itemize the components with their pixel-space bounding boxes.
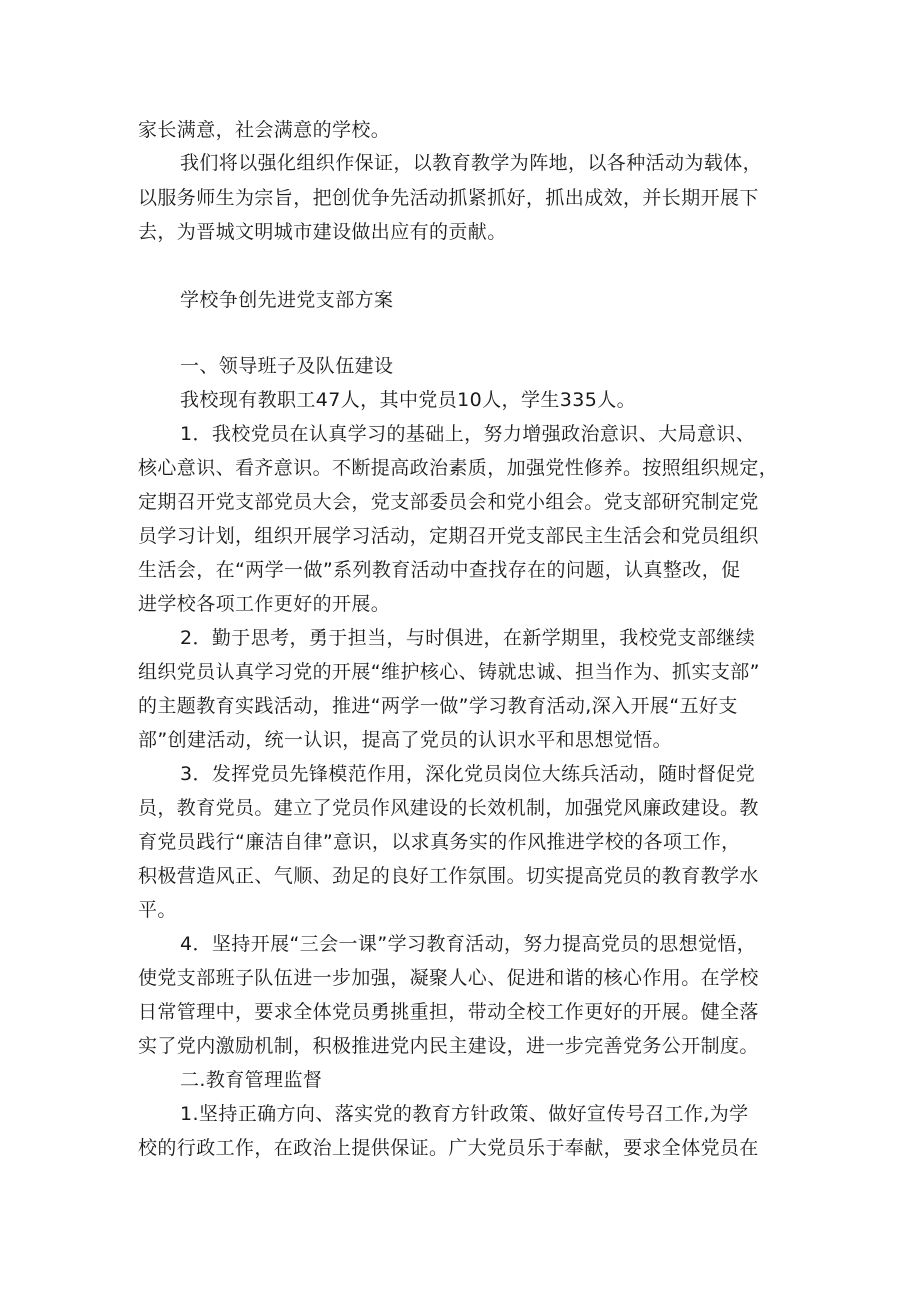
text-line: 员学习计划，组织开展学习活动，定期召开党支部民主生活会和党员组织 [138, 525, 759, 547]
text-line: 积极营造风正、气顺、劲足的良好工作氛围。切实提高党员的教育教学水 [138, 865, 759, 887]
text-line: 核心意识、看齐意识。不断提高政治素质，加强党性修养。按照组织规定， [138, 457, 779, 479]
text-line: 进学校各项工作更好的开展。 [138, 593, 391, 615]
text-line: 员，教育党员。建立了党员作风建设的长效机制，加强党风廉政建设。教 [138, 797, 759, 819]
text-line: 使党支部班子队伍进一步加强，凝聚人心、促进和谐的核心作用。在学校 [138, 967, 759, 989]
text-line: 以服务师生为宗旨，把创优争先活动抓紧抓好，抓出成效，并长期开展下 [138, 187, 759, 209]
paragraph-start: 4．坚持开展“三会一课”学习教育活动，努力提高党员的思想觉悟， [180, 933, 757, 955]
text-line: 部”创建活动，统一认识，提高了党员的认识水平和思想觉悟。 [138, 729, 673, 751]
text-line: 去，为晋城文明城市建设做出应有的贡献。 [138, 221, 507, 243]
text-line: 组织党员认真学习党的开展“维护核心、铸就忠诚、担当作为、抓实支部” [138, 661, 760, 683]
text-line: 的主题教育实践活动，推进“两学一做”学习教育活动,深入开展“五好支 [138, 695, 738, 717]
text-line: 校的行政工作，在政治上提供保证。广大党员乐于奉献，要求全体党员在 [138, 1137, 759, 1159]
text-line: 育党员践行“廉洁自律”意识，以求真务实的作风推进学校的各项工作， [138, 831, 741, 853]
paragraph-start: 2．勤于思考，勇于担当，与时俱进，在新学期里，我校党支部继续 [180, 627, 756, 649]
paragraph-start: 3．发挥党员先锋模范作用，深化党员岗位大练兵活动，随时督促党 [180, 763, 756, 785]
text-line: 家长满意，社会满意的学校。 [138, 119, 391, 141]
paragraph-start: 我校现有教职工47人，其中党员10人，学生335人。 [180, 389, 637, 411]
text-line: 平。 [138, 899, 177, 921]
text-line: 定期召开党支部党员大会，党支部委员会和党小组会。党支部研究制定党 [138, 491, 759, 513]
paragraph-start: 1．我校党员在认真学习的基础上，努力增强政治意识、大局意识、 [180, 423, 756, 445]
text-line: 日常管理中，要求全体党员勇挑重担，带动全校工作更好的开展。健全落 [138, 1001, 759, 1023]
section-heading: 一、领导班子及队伍建设 [180, 355, 394, 377]
text-line: 生活会，在“两学一做”系列教育活动中查找存在的问题，认真整改，促 [138, 559, 741, 581]
section-heading: 二.教育管理监督 [180, 1069, 323, 1091]
paragraph-start: 1.坚持正确方向、落实党的教育方针政策、做好宣传号召工作,为学 [180, 1103, 749, 1125]
section-title: 学校争创先进党支部方案 [180, 289, 394, 311]
paragraph-start: 我们将以强化组织作保证，以教育教学为阵地，以各种活动为载体， [180, 152, 763, 174]
text-line: 实了党内激励机制，积极推进党内民主建设，进一步完善党务公开制度。 [138, 1035, 759, 1057]
